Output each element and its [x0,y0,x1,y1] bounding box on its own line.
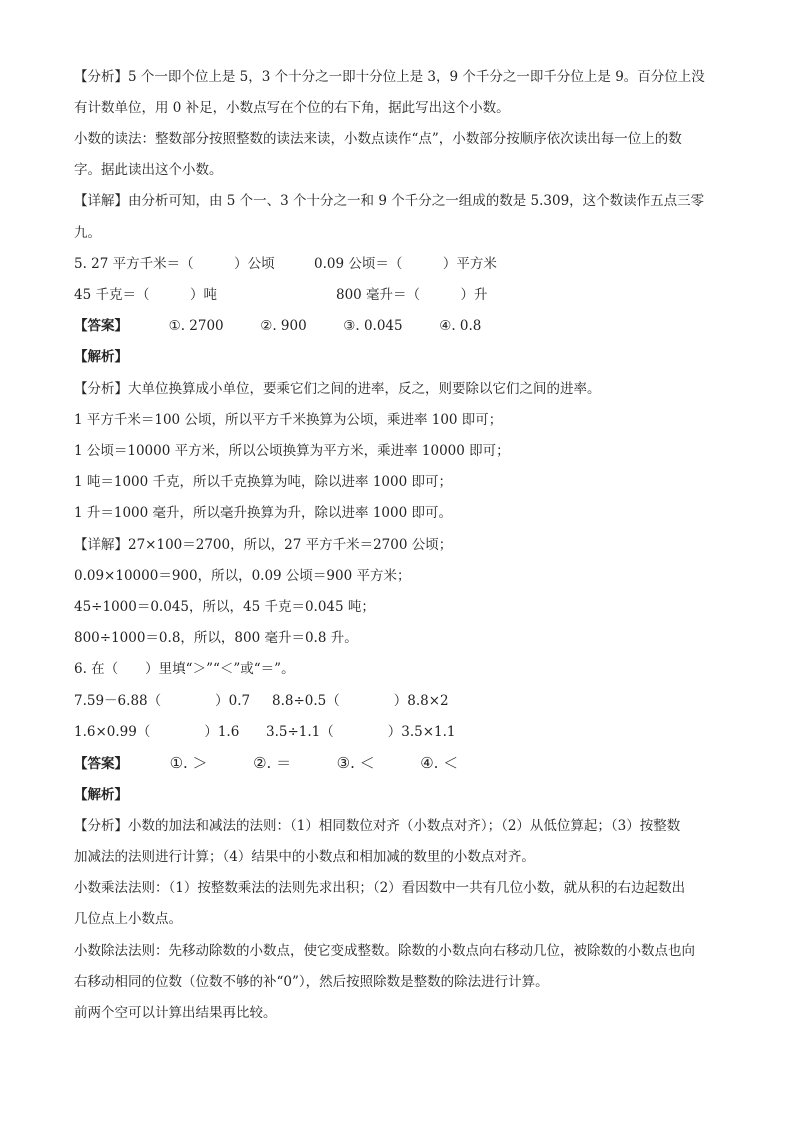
question-6-part-b: 8.8÷0.5（ ）8.8×2 [272,693,449,709]
divide-rule-1: 小数除法法则：先移动除数的小数点，使它变成整数。除数的小数点向右移动几位，被除数的小数点也向 [74,943,695,959]
conversion-rule-2: 1 公顷＝10000 平方米，所以公顷换算为平方米，乘进率 10000 即可； [74,443,510,459]
question-5-part-b: 0.09 公顷＝（ ）平方米 [314,256,497,272]
answer-label: 【答案】 [74,318,128,334]
reading-rule-line-1: 小数的读法：整数部分按照整数的读法来读，小数点读作“点”，小数部分按顺序依次读出每一位上的数 [74,131,682,147]
conversion-rule-1: 1 平方千米＝100 公顷，所以平方千米换算为公顷，乘进率 100 即可； [74,412,503,428]
detail-line-2: 九。 [74,225,101,241]
conversion-detail-3: 45÷1000＝0.045，所以，45 千克＝0.045 吨； [74,599,375,615]
question-5-part-d: 800 毫升＝（ ）升 [336,287,488,303]
compare-note: 前两个空可以计算出结果再比较。 [74,1005,277,1021]
multiply-rule-1: 小数乘法法则：（1）按整数乘法的法则先求出积；（2）看因数中一共有几位小数，就从积的右边起数出 [74,880,686,896]
multiply-rule-2: 几位点上小数点。 [74,911,182,927]
answer-item: ④. ＜ [420,754,459,772]
answer-row-5 [74,317,481,335]
divide-rule-2: 右移动相同的位数（位数不够的补“0”），然后按照除数是整数的除法进行计算。 [74,974,549,990]
answer-row-6 [74,754,458,773]
detail-line-1: 【详解】由分析可知，由 5 个一、3 个十分之一和 9 个千分之一组成的数是 5.309，这个数读作五点三零 [74,193,705,209]
question-6-part-d: 3.5÷1.1（ ）3.5×1.1 [266,724,456,740]
add-sub-rule-1: 【分析】小数的加法和减法的法则：（1）相同数位对齐（小数点对齐）；（2）从低位算起；（3）按整数 [74,818,681,834]
answer-item: ①. 2700 [168,318,224,334]
question-6-title: 6. 在（ ）里填“＞”“＜”或“＝”。 [74,661,295,677]
question-5-part-c: 45 千克＝（ ）吨 [74,287,217,303]
conversion-detail-4: 800÷1000＝0.8，所以，800 毫升＝0.8 升。 [74,630,358,646]
answer-item: ②. ＝ [253,754,292,772]
answer-item: ①. ＞ [169,754,208,772]
reading-rule-line-2: 字。据此读出这个小数。 [74,162,223,178]
answer-label: 【答案】 [74,756,128,772]
analysis-line-1: 【分析】5 个一即个位上是 5，3 个十分之一即十分位上是 3，9 个千分之一即千分位上是 9。百分位上没 [74,69,705,85]
question-5-part-a: 5. 27 平方千米＝（ ）公顷 [74,256,275,272]
answer-item: ③. 0.045 [343,318,403,334]
analysis-line-2: 有计数单位，用 0 补足，小数点写在个位的右下角，据此写出这个小数。 [74,100,510,116]
conversion-detail-2: 0.09×10000＝900，所以，0.09 公顷＝900 平方米； [74,568,411,584]
conversion-detail-1: 【详解】27×100＝2700，所以，27 平方千米＝2700 公顷； [74,537,453,553]
question-6-part-c: 1.6×0.99（ ）1.6 [74,724,240,740]
answer-item: ③. ＜ [336,754,375,772]
conversion-analysis: 【分析】大单位换算成小单位，要乘它们之间的进率，反之，则要除以它们之间的进率。 [74,381,601,397]
answer-item: ②. 900 [260,318,307,334]
conversion-rule-4: 1 升＝1000 毫升，所以毫升换算为升，除以进率 1000 即可。 [74,505,452,521]
conversion-rule-3: 1 吨＝1000 千克，所以千克换算为吨，除以进率 1000 即可； [74,474,452,490]
answer-item: ④. 0.8 [439,318,482,334]
question-6-part-a: 7.59－6.88（ ）0.7 [74,693,251,709]
analysis-label: 【解析】 [74,787,128,803]
add-sub-rule-2: 加减法的法则进行计算；（4）结果中的小数点和相加减的数里的小数点对齐。 [74,849,535,865]
analysis-label: 【解析】 [74,349,128,365]
